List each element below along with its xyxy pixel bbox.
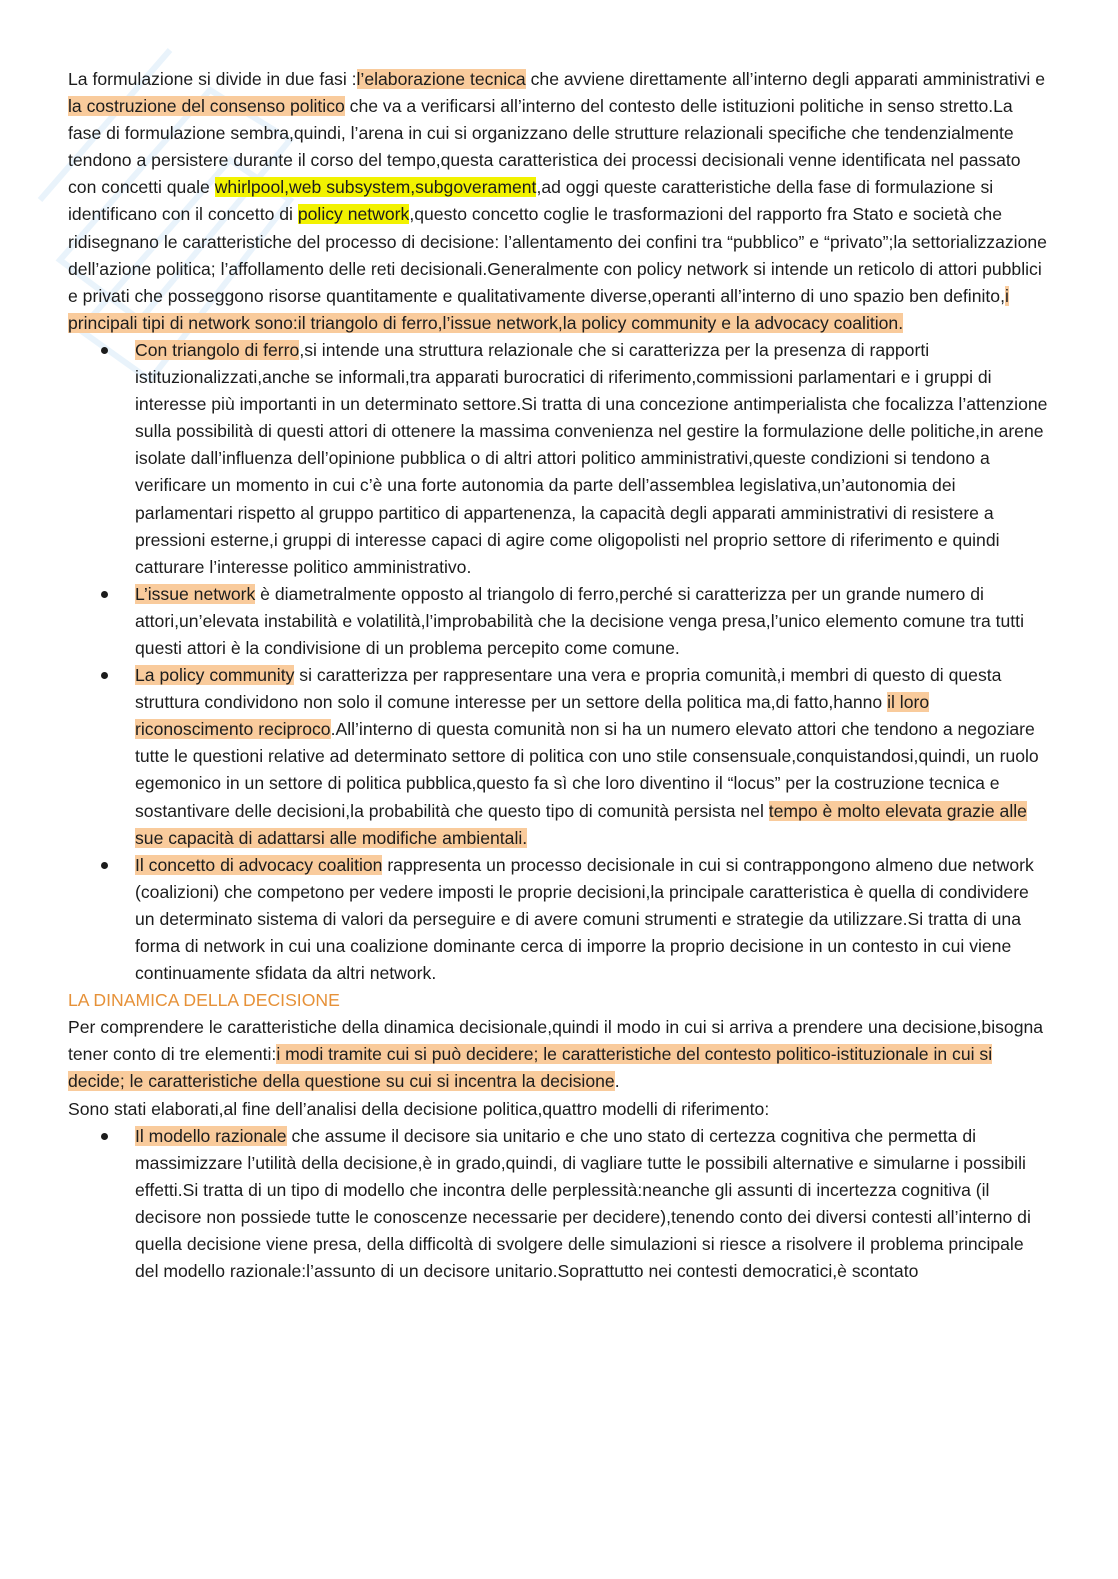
models-list [68, 1123, 1048, 1286]
intro-paragraph: La formulazione si divide in due fasi :l’elaborazione tecnica che avviene direttamente all’interno degli apparati amministrativi e la costruzione del consenso politico che va a verificarsi all’interno del contesto delle istituzioni politiche in senso stretto.La fase di formulazione sembra,quindi, l’arena in cui si organizzano delle strutture relazionali specifiche che tendenzialmente tendono a persistere durante il corso del tempo,questa caratteristica dei processi decisionali venne identificata nel passato con concetti quale whirlpool,web subsystem,subgoverament,ad oggi queste caratteristiche della fase di formulazione si identificano con il concetto di policy network,questo concetto coglie le trasformazioni del rapporto fra Stato e società che ridisegnano le caratteristiche del processo di decisione: l’allentamento dei confini tra “pubblico” e “privato”;la settorializzazione dell’azione politica; l’affollamento delle reti decisionali.Generalmente con policy network si intende un reticolo di attori pubblici e privati che posseggono risorse quantitamente e qualitativamente diverse,operanti all’interno di uno spazio ben definito,i principali tipi di network sono:il triangolo di ferro,l’issue network,la policy community e la advocacy coalition. [68, 69, 1047, 333]
list-item: L’issue network è diametralmente opposto al triangolo di ferro,perché si caratterizza per un grande numero di attori,un’elevata instabilità e volatilità,l’improbabilità che la decisione venga presa,l’unico elemento comune tra tutti questi attori è la condivisione di un problema percepito come comune. [68, 581, 1048, 662]
list-item: Il modello razionale che assume il decisore sia unitario e che uno stato di certezza cognitiva che permetta di massimizzare l’utilità della decisione,è in grado,quindi, di vagliare tutte le possibili alternative e simularne i possibili effetti.Si tratta di un tipo di modello che incontra delle perplessità:neanche gli assunti di incertezza cognitiva (il decisore non possiede tutte le conoscenze necessarie per decidere),tenendo conto dei diversi contesti all’interno di quella decisione viene presa, della difficoltà di svolgere delle simulazioni si riesce a risolvere il problema principale del modello razionale:l’assunto di un decisore unitario.Soprattutto nei contesti democratici,è scontato [68, 1123, 1048, 1286]
network-types-list [68, 337, 1048, 987]
list-item: Con triangolo di ferro,si intende una struttura relazionale che si caratterizza per la presenza di rapporti istituzionalizzati,anche se informali,tra apparati burocratici di riferimento,commissioni parlamentari e i gruppi di interesse più importanti in un determinato settore.Si tratta di una concezione antimperialista che focalizza l’attenzione sulla possibilità di questi attori di ottenere la massima convenienza nel gestire la formulazione delle politiche,in arene isolate dall’influenza dell’opinione pubblica o di altri attori politico amministrativi,queste condizioni si tendono a verificare un momento in cui c’è una forte autonomia da parte dell’assemblea legislativa,un’autonomia dei parlamentari rispetto al gruppo partitico di appartenenza, la capacità degli apparati amministrativi di resistere a pressioni esterne,i gruppi di interesse capaci di agire come oligopolisti nel proprio settore di riferimento e quindi catturare l’interesse politico amministrativo. [68, 337, 1048, 581]
section-heading: LA DINAMICA DELLA DECISIONE [68, 990, 340, 1011]
models-intro: Sono stati elaborati,al fine dell’analisi della decisione politica,quattro modelli di riferimento: [68, 1098, 770, 1119]
list-item: Il concetto di advocacy coalition rappresenta un processo decisionale in cui si contrappongono almeno due network (coalizioni) che competono per vedere imposti le proprie decisioni,la principale caratteristica è quella di condividere un determinato sistema di valori da perseguire e di avere comuni strumenti e strategie da utilizzare.Si tratta di una forma di network in cui una coalizione dominante cerca di imporre la proprio decisione in un contesto in cui viene continuamente sfidata da altri network. [68, 852, 1048, 987]
list-item: La policy community si caratterizza per rappresentare una vera e propria comunità,i membri di questo di questa struttura condividono non solo il comune interesse per un settore della politica ma,di fatto,hanno il loro riconoscimento reciproco.All’interno di questa comunità non si ha un numero elevato attori che tendono a negoziare tutte le questioni relative ad determinato settore di politica con uno stile consensuale,conquistandosi,quindi, un ruolo egemonico in un settore di politica pubblica,questo fa sì che loro diventino il “locus” per la costruzione tecnica e sostantivare delle decisioni,la probabilità che questo tipo di comunità persista nel tempo è molto elevata grazie alle sue capacità di adattarsi alle modifiche ambientali. [68, 662, 1048, 852]
section-paragraph: Per comprendere le caratteristiche della dinamica decisionale,quindi il modo in cui si arriva a prendere una decisione,bisogna tener conto di tre elementi:i modi tramite cui si può decidere; le caratteristiche del contesto politico-istituzionale in cui si decide; le caratteristiche della questione su cui si incentra la decisione. [68, 1017, 1044, 1092]
document-body [68, 66, 1048, 1285]
